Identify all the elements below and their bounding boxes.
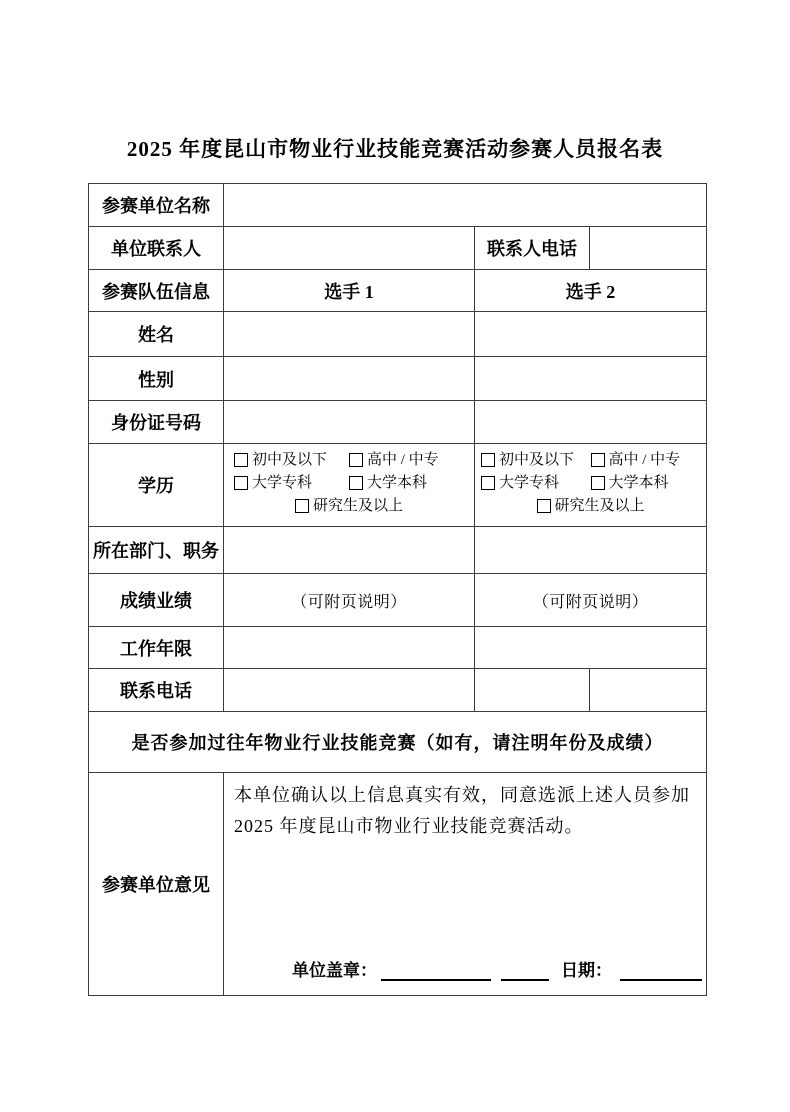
player1-header: 选手 1 [224, 270, 475, 312]
checkbox-icon [481, 453, 495, 467]
option-label: 研究生及以上 [312, 497, 403, 514]
row-education [89, 444, 707, 527]
option-label: 大学专科 [499, 474, 560, 491]
checkbox-option-bachelor[interactable] [349, 472, 464, 495]
phone-player1-cell[interactable] [224, 669, 475, 712]
opinion-statement-line2: 2025 年度昆山市物业行业技能竞赛活动。 [234, 816, 584, 836]
seal-date-line [224, 956, 706, 993]
checkbox-option-highschool[interactable] [349, 449, 464, 472]
checkbox-icon [591, 453, 605, 467]
checkbox-option-postgraduate[interactable] [295, 495, 403, 518]
row-department [89, 527, 707, 574]
contact-phone-label: 联系人电话 [475, 227, 590, 270]
row-phone [89, 669, 707, 712]
work-years-player2-cell[interactable] [475, 627, 707, 669]
unit-name-value-cell[interactable] [224, 184, 707, 227]
checkbox-option-junior[interactable] [234, 449, 349, 472]
checkbox-icon [234, 476, 248, 490]
row-gender [89, 357, 707, 401]
option-label: 大学本科 [608, 474, 669, 491]
checkbox-option-junior[interactable] [481, 449, 591, 472]
unit-opinion-content-cell [224, 773, 707, 996]
row-achievements [89, 574, 707, 627]
id-number-player1-cell[interactable] [224, 401, 475, 444]
department-player1-cell[interactable] [224, 527, 475, 574]
option-label: 大学专科 [252, 474, 313, 491]
registration-form-table [88, 183, 707, 996]
form-title: 2025 年度昆山市物业行业技能竞赛活动参赛人员报名表 [126, 137, 664, 161]
phone-player2-cell-b[interactable] [590, 669, 707, 712]
checkbox-icon [537, 499, 551, 513]
team-info-label: 参赛队伍信息 [89, 270, 224, 312]
achievements-label: 成绩业绩 [89, 574, 224, 627]
id-number-label: 身份证号码 [89, 401, 224, 444]
option-label: 初中及以下 [252, 451, 328, 468]
checkbox-option-postgraduate[interactable] [537, 495, 645, 518]
checkbox-icon [295, 499, 309, 513]
seal-blank-underline-2 [501, 963, 549, 981]
checkbox-icon [234, 453, 248, 467]
past-participation-label: 是否参加过往年物业行业技能竞赛（如有，请注明年份及成绩） [89, 712, 707, 773]
seal-label: 单位盖章： [292, 961, 378, 980]
unit-contact-label: 单位联系人 [89, 227, 224, 270]
education-player1-cell [224, 444, 475, 527]
row-work-years [89, 627, 707, 669]
department-label: 所在部门、职务 [89, 527, 224, 574]
achievements-player2-cell[interactable]: （可附页说明） [475, 574, 707, 627]
option-label: 初中及以下 [499, 451, 575, 468]
checkbox-icon [481, 476, 495, 490]
opinion-statement [224, 773, 706, 842]
id-number-player2-cell[interactable] [475, 401, 707, 444]
education-label: 学历 [89, 444, 224, 527]
unit-contact-value-cell[interactable] [224, 227, 475, 270]
row-id-number [89, 401, 707, 444]
unit-name-label: 参赛单位名称 [89, 184, 224, 227]
seal-blank-underline [381, 963, 491, 981]
row-unit-contact [89, 227, 707, 270]
achievements-player1-cell[interactable]: （可附页说明） [224, 574, 475, 627]
row-past-participation [89, 712, 707, 773]
row-name [89, 312, 707, 357]
option-label: 研究生及以上 [554, 497, 645, 514]
checkbox-option-college[interactable] [481, 472, 591, 495]
option-label: 高中 / 中专 [367, 451, 439, 468]
name-player1-cell[interactable] [224, 312, 475, 357]
row-unit-opinion [89, 773, 707, 996]
phone-label: 联系电话 [89, 669, 224, 712]
date-blank-underline [620, 963, 702, 981]
gender-label: 性别 [89, 357, 224, 401]
checkbox-icon [349, 476, 363, 490]
player2-header: 选手 2 [475, 270, 707, 312]
checkbox-option-bachelor[interactable] [591, 472, 701, 495]
checkbox-icon [349, 453, 363, 467]
gender-player1-cell[interactable] [224, 357, 475, 401]
work-years-player1-cell[interactable] [224, 627, 475, 669]
department-player2-cell[interactable] [475, 527, 707, 574]
option-label: 大学本科 [367, 474, 428, 491]
checkbox-option-college[interactable] [234, 472, 349, 495]
row-team-info [89, 270, 707, 312]
phone-player2-cell-a[interactable] [475, 669, 590, 712]
contact-phone-value-cell[interactable] [590, 227, 707, 270]
gender-player2-cell[interactable] [475, 357, 707, 401]
date-label: 日期： [561, 961, 613, 980]
option-label: 高中 / 中专 [608, 451, 681, 468]
opinion-statement-line1: 本单位确认以上信息真实有效，同意选派上述人员参加 [234, 785, 690, 805]
work-years-label: 工作年限 [89, 627, 224, 669]
checkbox-option-highschool[interactable] [591, 449, 701, 472]
name-label: 姓名 [89, 312, 224, 357]
education-player2-cell [475, 444, 707, 527]
row-unit-name [89, 184, 707, 227]
name-player2-cell[interactable] [475, 312, 707, 357]
unit-opinion-label: 参赛单位意见 [89, 773, 224, 996]
checkbox-icon [591, 476, 605, 490]
